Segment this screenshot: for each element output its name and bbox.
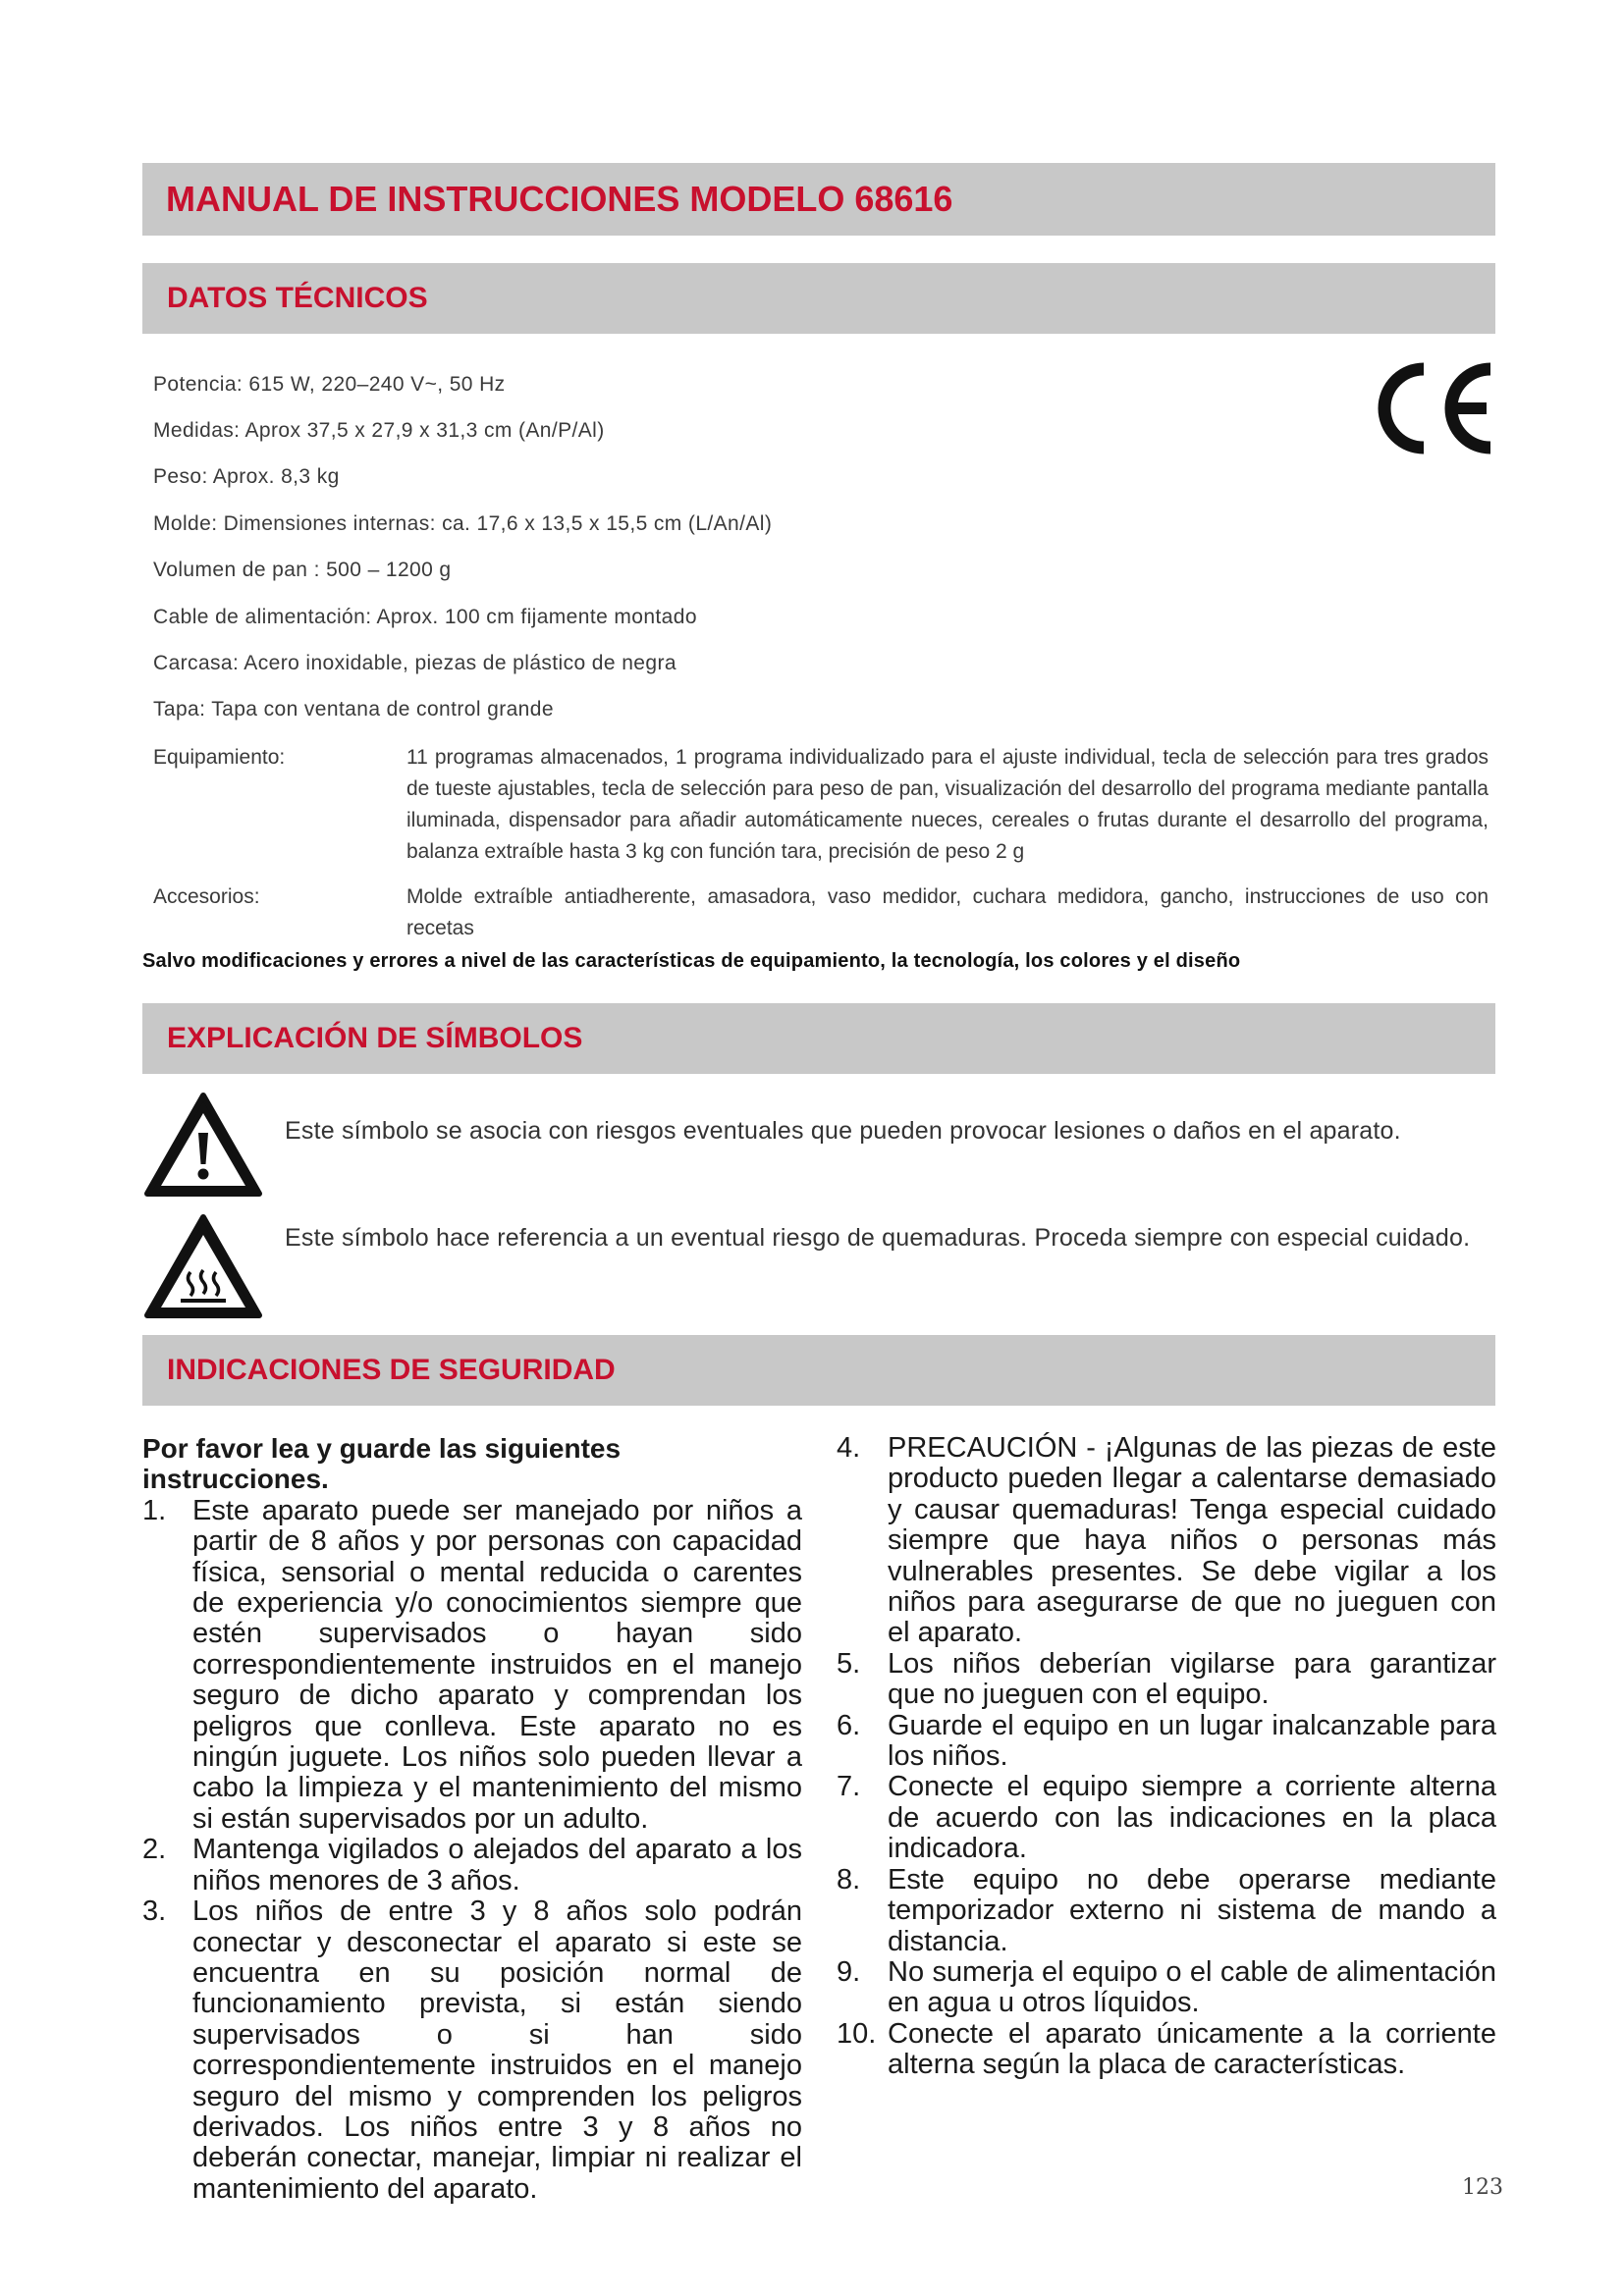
safety-item-text: Conecte el aparato únicamente a la corriente alterna según la placa de características. (888, 2017, 1496, 2081)
safety-item-number: 1. (142, 1494, 167, 1526)
safety-column-right (837, 1433, 1496, 2081)
manual-title-band (142, 163, 1495, 236)
safety-item-text: Los niños deberían vigilarse para garantizar que no jueguen con el equipo. (888, 1647, 1496, 1711)
spec-power: Potencia: 615 W, 220–240 V~, 50 Hz (153, 373, 506, 396)
technical-data-heading-band (142, 263, 1495, 334)
symbols-heading-band (142, 1003, 1495, 1074)
symbols-heading: EXPLICACIÓN DE SÍMBOLOS (167, 1022, 583, 1054)
safety-item-number: 9. (837, 1955, 861, 1988)
spec-accessories (153, 881, 1489, 944)
safety-item-number: 2. (142, 1834, 167, 1866)
safety-item (142, 1496, 802, 1835)
safety-item-text: Los niños de entre 3 y 8 años solo podrán conectar y desconectar el aparato si este se encuentra en su posición normal de funcionamiento prevista, si están siendo supervisados o si han sido correspondientemente instruidos en el manejo seguro del mismo y comprenden los peligros derivados. Los niños entre 3 y 8 años no deberán conectar, manejar, limpiar ni realizar el mantenimiento del aparato. (192, 1896, 802, 2205)
safety-heading-band (142, 1335, 1495, 1406)
safety-heading: INDICACIONES DE SEGURIDAD (167, 1354, 616, 1386)
safety-item-text: Este equipo no debe operarse mediante temporizador externo ni sistema de mando a distancia. (888, 1863, 1496, 1957)
safety-item (837, 1433, 1496, 1649)
safety-item-text: No sumerja el equipo o el cable de alimentación en agua u otros líquidos. (888, 1955, 1496, 2019)
safety-item-number: 5. (837, 1647, 861, 1680)
safety-item (837, 1711, 1496, 1773)
safety-item-text: Conecte el equipo siempre a corriente alterna de acuerdo con las indicaciones en la placa indicadora. (888, 1771, 1496, 1865)
safety-item (142, 1896, 802, 2205)
spec-housing: Carcasa: Acero inoxidable, piezas de plástico de negra (153, 652, 677, 674)
spec-equipment-value: 11 programas almacenados, 1 programa individualizado para el ajuste individual, tecla de selección para tres grados de tueste ajustables, tecla de selección para peso de pan, visualización del desarrollo del programa mediante pantalla iluminada, dispensador para añadir automáticamente nueces, cereales o frutas durante el desarrollo del programa, balanza extraíble hasta 3 kg con función tara, precisión de peso 2 g (406, 746, 1489, 863)
safety-lead: Por favor lea y guarde las siguientes instrucciones. (142, 1433, 622, 1495)
safety-item-number: 6. (837, 1709, 861, 1741)
spec-power-cable: Cable de alimentación: Aprox. 100 cm fijamente montado (153, 606, 697, 628)
hot-surface-icon (143, 1213, 263, 1319)
spec-lid: Tapa: Tapa con ventana de control grande (153, 698, 554, 721)
spec-mold: Molde: Dimensiones internas: ca. 17,6 x 13,5 x 15,5 cm (L/An/Al) (153, 512, 773, 535)
manual-title: MANUAL DE INSTRUCCIONES MODELO 68616 (166, 179, 953, 219)
safety-item (837, 1865, 1496, 1957)
spec-bread-volume: Volumen de pan : 500 – 1200 g (153, 559, 452, 581)
safety-item (837, 1772, 1496, 1864)
safety-item (837, 1957, 1496, 2019)
spec-dimensions: Medidas: Aprox 37,5 x 27,9 x 31,3 cm (An/P/Al) (153, 419, 605, 442)
safety-item-number: 3. (142, 1896, 167, 1928)
ce-mark-icon (1375, 361, 1496, 455)
safety-item (142, 1835, 802, 1896)
burn-symbol-text: Este símbolo hace referencia a un eventual riesgo de quemaduras. Proceda siempre con especial cuidado. (285, 1224, 1471, 1252)
warning-symbol-text: Este símbolo se asocia con riesgos eventuales que pueden provocar lesiones o daños en el aparato. (285, 1117, 1401, 1145)
technical-data-heading: DATOS TÉCNICOS (167, 282, 428, 314)
safety-item-text: PRECAUCIÓN - ¡Algunas de las piezas de este producto pueden llegar a calentarse demasiado y causar quemaduras! Tenga especial cuidado siempre que haya niños o personas más vulnerables presentes. Se debe vigilar a los niños para asegurarse de que no jueguen con el aparato. (888, 1432, 1496, 1649)
spec-equipment-label: Equipamiento: (153, 746, 286, 769)
safety-item-text: Mantenga vigilados o alejados del aparato a los niños menores de 3 años. (192, 1834, 802, 1896)
safety-item (837, 2019, 1496, 2081)
warning-icon (143, 1092, 263, 1198)
disclaimer-note: Salvo modificaciones y errores a nivel de las características de equipamiento, la tecnología, los colores y el diseño (142, 950, 1241, 972)
safety-item-text: Este aparato puede ser manejado por niños a partir de 8 años y por personas con capacidad física, sensorial o mental reducida o carentes de experiencia y/o conocimientos siempre que estén supervisados o hayan sido correspondientemente instruidos en el manejo seguro de dicho aparato y comprendan los peligros que conlleva. Este aparato no es ningún juguete. Los niños solo pueden llevar a cabo la limpieza y el mantenimiento del mismo si están supervisados por un adulto. (192, 1494, 802, 1835)
spec-accessories-value: Molde extraíble antiadherente, amasadora, vaso medidor, cuchara medidora, gancho, instrucciones de uso con recetas (406, 885, 1489, 939)
safety-item-text: Guarde el equipo en un lugar inalcanzable para los niños. (888, 1709, 1496, 1773)
safety-column-left (142, 1433, 802, 2205)
safety-item-number: 7. (837, 1771, 861, 1803)
safety-item-number: 8. (837, 1863, 861, 1896)
page-number: 123 (1462, 2175, 1503, 2200)
spec-equipment (153, 742, 1489, 868)
spec-accessories-label: Accesorios: (153, 885, 260, 908)
spec-weight: Peso: Aprox. 8,3 kg (153, 465, 340, 488)
safety-item (837, 1649, 1496, 1711)
safety-item-number: 10. (837, 2017, 877, 2050)
safety-item-number: 4. (837, 1432, 861, 1464)
